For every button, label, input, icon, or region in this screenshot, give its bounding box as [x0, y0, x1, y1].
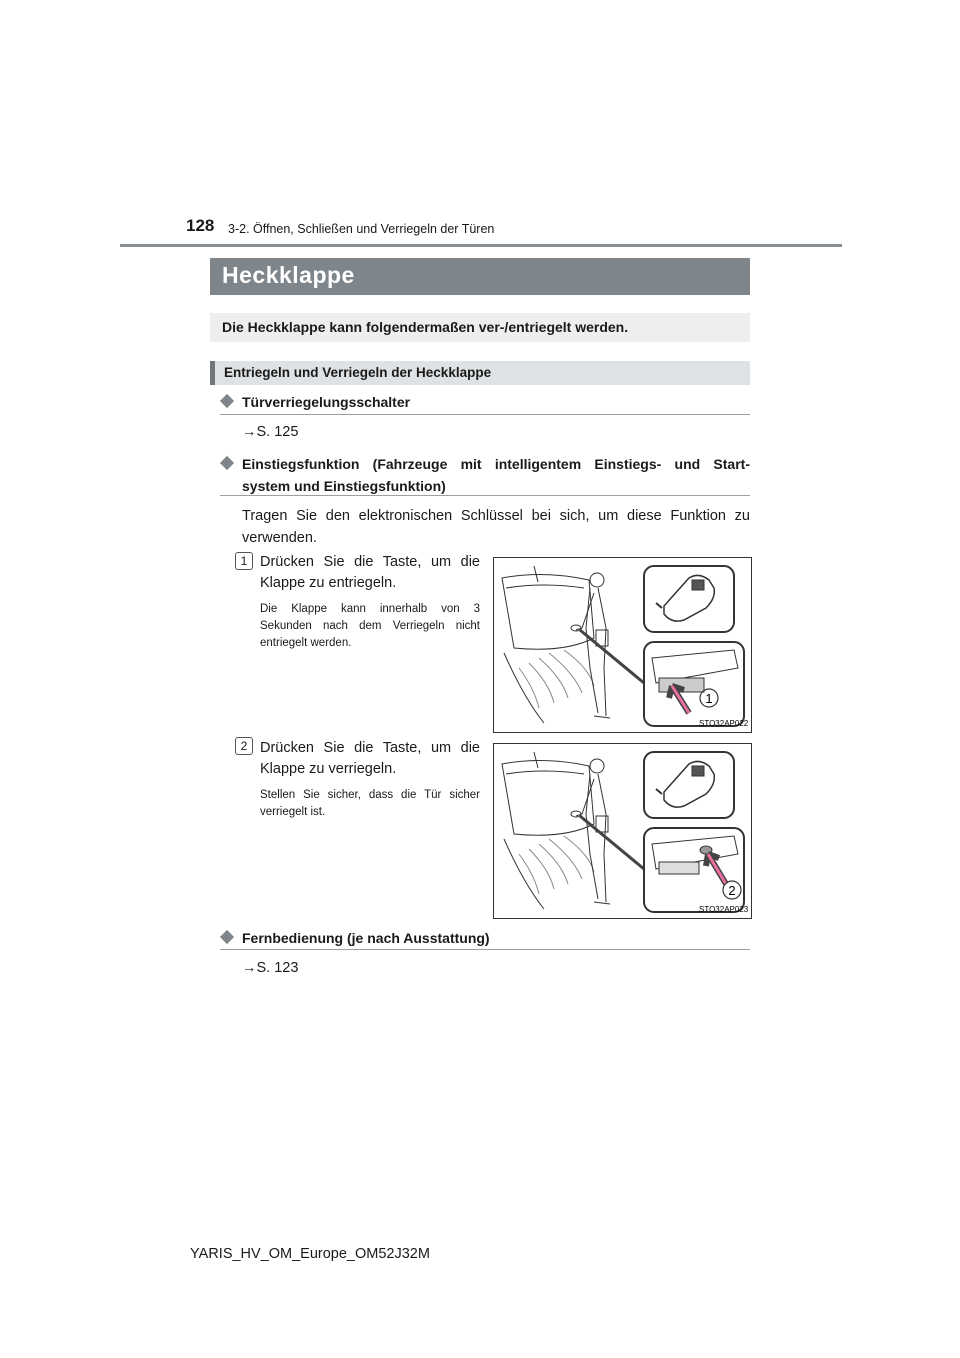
callout-number: 2 — [728, 883, 736, 898]
step-text: Drücken Sie die Taste, um die Klappe zu verriegeln. — [260, 740, 480, 777]
intro-box — [210, 313, 750, 342]
subheading-door-lock-switch: Türverriegelungsschalter — [220, 391, 750, 413]
page-reference-link[interactable]: →S. 125 — [242, 424, 299, 440]
subheading-rule — [220, 495, 750, 496]
page-title: Heckklappe — [222, 262, 355, 288]
diamond-icon — [220, 394, 234, 408]
section-title: Entriegeln und Verriegeln der Heckklappe — [224, 365, 492, 380]
tailgate-unlock-illustration — [494, 558, 751, 732]
entry-function-description: Tragen Sie den elektronischen Schlüssel bei sich, um diese Funktion zu verwenden. — [242, 508, 750, 546]
figure-unlock — [493, 557, 752, 733]
subheading-rule — [220, 414, 750, 415]
footer-doc-id: YARIS_HV_OM_Europe_OM52J32M — [190, 1246, 430, 1262]
tailgate-lock-illustration — [494, 744, 751, 918]
page-reference-link[interactable]: →S. 123 — [242, 960, 299, 976]
subheading-remote-control: Fernbedienung (je nach Ausstattung) — [220, 927, 750, 949]
intro-text: Die Heckklappe kann folgendermaßen ver-/entriegelt werden. — [222, 319, 629, 335]
step-number: 1 — [235, 552, 253, 570]
diamond-icon — [220, 456, 234, 470]
step-number: 2 — [235, 737, 253, 755]
section-header — [210, 361, 750, 385]
header-rule — [120, 244, 842, 247]
page-title-bar — [210, 258, 750, 295]
chapter-title: 3-2. Öffnen, Schließen und Verriegeln der Türen — [228, 222, 495, 236]
subheading-entry-function: Einstiegsfunktion (Fahrzeuge mit intelligentem Einstiegs- und Start- system und Einstiegsfunktion) — [220, 453, 750, 497]
diamond-icon — [220, 930, 234, 944]
figure-lock — [493, 743, 752, 919]
callout-number: 1 — [705, 691, 713, 706]
step-note: Die Klappe kann innerhalb von 3 Sekunden nach dem Verriegeln nicht entriegelt werden. — [260, 603, 480, 649]
page-number: 128 — [186, 216, 215, 235]
figure-code: STO32AP023 — [699, 905, 749, 914]
subheading-rule — [220, 949, 750, 950]
step-note: Stellen Sie sicher, dass die Tür sicher verriegelt ist. — [260, 789, 480, 818]
section-marker — [210, 361, 215, 385]
step-text: Drücken Sie die Taste, um die Klappe zu entriegeln. — [260, 554, 480, 591]
figure-code: STO32AP022 — [699, 719, 749, 728]
